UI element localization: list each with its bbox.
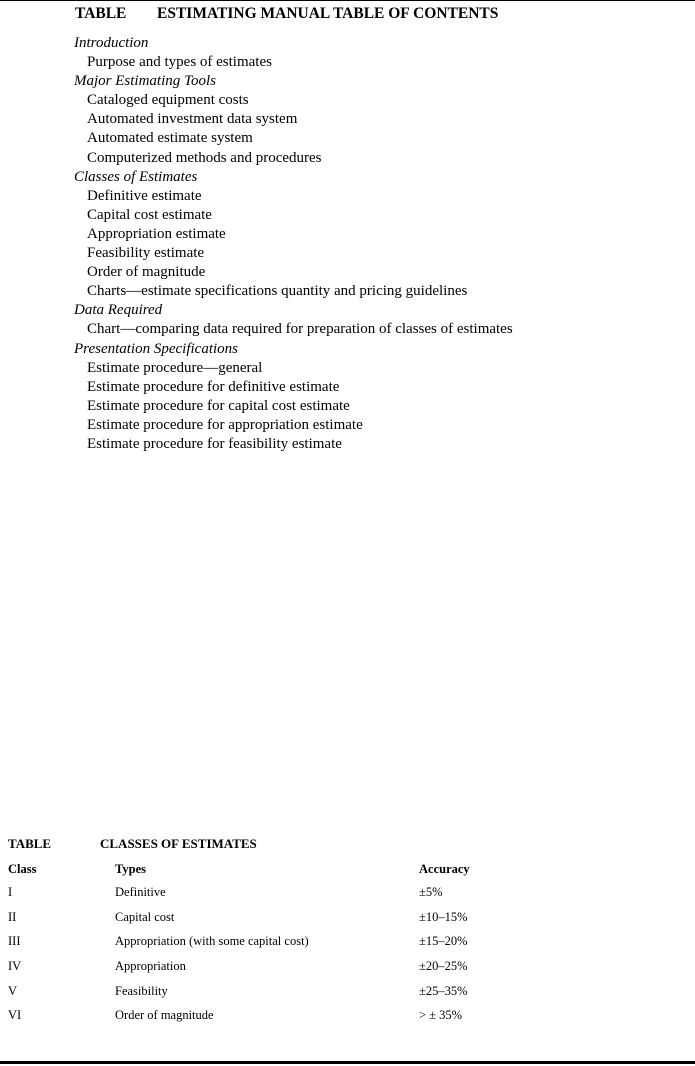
table-row [8, 905, 539, 930]
toc-entry: Automated estimate system [87, 130, 253, 147]
classes-table-heading: CLASSES OF ESTIMATES [100, 836, 257, 851]
accuracy-cell: > ± 35% [419, 1008, 463, 1023]
toc-section-heading: Presentation Specifications [74, 340, 238, 357]
type-cell: Appropriation (with some capital cost) [115, 934, 309, 949]
toc-entry: Appropriation estimate [87, 225, 226, 242]
class-cell: VI [8, 1008, 22, 1023]
class-cell: II [8, 909, 17, 924]
class-cell: I [8, 884, 13, 899]
accuracy-cell: ±15–20% [419, 934, 468, 949]
classes-header-row [8, 858, 539, 880]
accuracy-cell: ±5% [419, 884, 443, 899]
toc-entry: Charts—estimate specifications quantity and pricing guidelines [87, 283, 468, 300]
toc-table-label: TABLE [75, 5, 127, 22]
table-row [8, 880, 539, 905]
classes-table-body [8, 880, 539, 1028]
class-cell: IV [8, 958, 22, 973]
table-row [8, 1003, 539, 1028]
table-row [8, 979, 539, 1004]
header-class: Class [8, 861, 37, 876]
toc-entry: Estimate procedure for feasibility estimate [87, 435, 342, 452]
type-cell: Feasibility [115, 983, 168, 998]
table-row [8, 954, 539, 979]
class-cell: V [8, 983, 18, 998]
top-rule [0, 0, 695, 1]
toc-section-heading: Major Estimating Tools [74, 73, 216, 90]
accuracy-cell: ±25–35% [419, 983, 468, 998]
toc-entry: Purpose and types of estimates [87, 54, 272, 71]
toc-entry: Estimate procedure—general [87, 359, 263, 376]
toc-entry: Cataloged equipment costs [87, 92, 249, 109]
type-cell: Order of magnitude [115, 1008, 214, 1023]
toc-table-title [75, 5, 498, 23]
toc-section-heading: Classes of Estimates [74, 168, 198, 185]
toc-entry: Estimate procedure for appropriation estimate [87, 416, 363, 433]
classes-table-title [8, 836, 257, 852]
type-cell: Definitive [115, 884, 166, 899]
type-cell: Appropriation [115, 958, 186, 973]
bottom-rule [0, 1061, 695, 1064]
table-row [8, 929, 539, 954]
toc-table-heading: ESTIMATING MANUAL TABLE OF CONTENTS [157, 5, 499, 22]
class-cell: III [8, 934, 21, 949]
header-types: Types [115, 861, 147, 876]
toc-entry: Chart—comparing data required for preparation of classes of estimates [87, 321, 513, 338]
toc-entry: Estimate procedure for definitive estimate [87, 378, 340, 395]
toc-entry: Feasibility estimate [87, 245, 205, 262]
toc-entry: Estimate procedure for capital cost estimate [87, 397, 350, 414]
toc-section-heading: Introduction [74, 35, 149, 51]
accuracy-cell: ±20–25% [419, 958, 468, 973]
toc-entry: Computerized methods and procedures [87, 149, 322, 166]
header-accuracy: Accuracy [419, 861, 470, 876]
classes-table [8, 858, 539, 1028]
accuracy-cell: ±10–15% [419, 909, 468, 924]
classes-table-label: TABLE [8, 836, 52, 851]
toc-entry: Automated investment data system [87, 111, 298, 128]
toc-entry: Order of magnitude [87, 264, 206, 281]
toc-list [74, 34, 513, 454]
type-cell: Capital cost [115, 909, 175, 924]
toc-entry: Capital cost estimate [87, 206, 212, 223]
toc-entry: Definitive estimate [87, 187, 202, 204]
toc-section-heading: Data Required [74, 302, 163, 319]
